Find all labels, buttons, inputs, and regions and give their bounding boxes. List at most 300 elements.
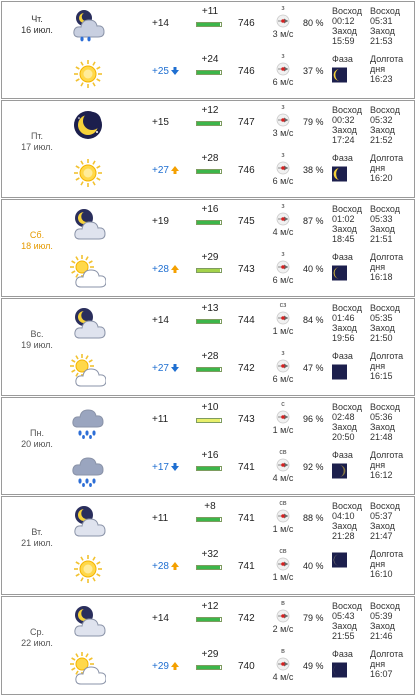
night-row: [2, 400, 414, 446]
astro-text: дня: [370, 163, 386, 173]
feels-like: [152, 315, 194, 326]
moon-phase-icon: [332, 264, 347, 282]
temperature-bar-fill: [197, 71, 220, 74]
pressure: 747: [238, 117, 255, 128]
temperature-bar: [196, 418, 222, 423]
wind-arrow-icon: [276, 509, 290, 523]
day-name: Вт.: [31, 527, 43, 537]
temperature: +10: [201, 402, 219, 413]
day-date: 19 июл.: [21, 340, 53, 350]
astro-text: Заход: [332, 125, 357, 135]
wind: [268, 499, 298, 534]
astro-text: 21:52: [370, 135, 393, 145]
temperature-bar-fill: [197, 122, 220, 125]
astro-text: Долгота: [370, 649, 404, 659]
day-name: Вс.: [30, 329, 44, 339]
astro-text: 21:48: [370, 432, 393, 442]
pressure: 740: [238, 661, 255, 672]
astro-text: Восход: [370, 402, 400, 412]
moon-phase-icon: [332, 462, 347, 480]
wind: [268, 151, 298, 186]
temperature: +24: [201, 54, 219, 65]
astro-text: 21:50: [370, 333, 393, 343]
wind: [268, 202, 298, 237]
astro-text: Долгота: [370, 252, 404, 262]
wind-direction: с: [281, 401, 285, 408]
wind-direction: в: [281, 648, 285, 655]
feels-value: +19: [152, 216, 169, 227]
astro-text: 19:56: [332, 333, 355, 343]
wind-speed: 4 м/с: [272, 473, 294, 483]
astro-col-left: [332, 204, 372, 244]
astro-text: 05:39: [370, 611, 393, 621]
pressure: 746: [238, 165, 255, 176]
temperature-bar-fill: [197, 23, 220, 26]
astro-text: 21:46: [370, 631, 393, 641]
temperature-bar: [196, 268, 222, 273]
day-name: Пн.: [30, 428, 44, 438]
temperature-bar: [196, 169, 222, 174]
wind-direction: св: [279, 500, 287, 507]
astro-text: дня: [370, 361, 386, 371]
pressure: 741: [238, 561, 255, 572]
temperature-bar: [196, 617, 222, 622]
humidity: 79 %: [303, 117, 324, 127]
astro-text: 05:32: [370, 115, 393, 125]
wind-speed: 6 м/с: [272, 275, 294, 285]
temperature-bar-fill: [197, 666, 220, 669]
astro-col-right: [370, 351, 410, 381]
moon-phase-icon: [332, 661, 347, 679]
sun-icon: [70, 57, 106, 91]
wind: [268, 349, 298, 384]
day-row: [2, 647, 414, 693]
moon-phase-icon: [332, 363, 347, 381]
cloud-moon-icon: [70, 207, 106, 241]
astro-text: 21:53: [370, 36, 393, 46]
astro-text: 00:32: [332, 115, 355, 125]
astro-text: 05:37: [370, 511, 393, 521]
astro-col-left: [332, 303, 372, 343]
temperature-bar-fill: [197, 320, 220, 323]
temperature-bar: [196, 665, 222, 670]
astro-text: дня: [370, 460, 386, 470]
astro-text: 16:12: [370, 470, 393, 480]
humidity: 92 %: [303, 462, 324, 472]
day-row: [2, 250, 414, 296]
astro-text: Восход: [332, 402, 362, 412]
temperature-bar: [196, 319, 222, 324]
wind-speed: 1 м/с: [272, 572, 294, 582]
day-block: [1, 397, 415, 495]
astro-text: Заход: [332, 224, 357, 234]
humidity: 88 %: [303, 513, 324, 523]
temperature: +28: [201, 351, 219, 362]
feels-value: +11: [152, 513, 169, 524]
astro-text: 01:02: [332, 214, 355, 224]
astro-text: Заход: [332, 323, 357, 333]
astro-text: 05:36: [370, 412, 393, 422]
astro-col-right: [370, 549, 410, 579]
humidity: 84 %: [303, 315, 324, 325]
astro-text: 16:15: [370, 371, 393, 381]
astro-text: 20:50: [332, 432, 355, 442]
temperature-bar-fill: [197, 518, 220, 521]
night-row: [2, 202, 414, 248]
day-row: [2, 52, 414, 98]
astro-text: Восход: [370, 6, 400, 16]
wind-arrow-icon: [276, 458, 290, 472]
pressure: 743: [238, 414, 255, 425]
humidity: 79 %: [303, 613, 324, 623]
astro-text: Фаза: [332, 252, 353, 262]
feels-like: [152, 462, 194, 473]
humidity: 87 %: [303, 216, 324, 226]
wind-speed: 6 м/с: [272, 176, 294, 186]
wind-direction: з: [281, 350, 285, 357]
feels-like: [152, 165, 194, 176]
temperature: +12: [201, 105, 219, 116]
wind-direction: з: [281, 203, 285, 210]
temperature-bar-fill: [197, 221, 220, 224]
wind-arrow-icon: [276, 311, 290, 325]
astro-text: 16:20: [370, 173, 393, 183]
pressure: 741: [238, 513, 255, 524]
feels-like: [152, 66, 194, 77]
astro-text: Восход: [370, 601, 400, 611]
wind-speed: 6 м/с: [272, 77, 294, 87]
astro-text: Фаза: [332, 351, 353, 361]
humidity: 40 %: [303, 561, 324, 571]
astro-text: Долгота: [370, 351, 404, 361]
feels-value: +27: [152, 363, 169, 374]
wind: [268, 400, 298, 435]
astro-text: Фаза: [332, 54, 353, 64]
wind: [268, 647, 298, 682]
astro-col-left: [332, 105, 372, 145]
temperature: +16: [201, 204, 219, 215]
humidity: 49 %: [303, 661, 324, 671]
astro-text: Фаза: [332, 450, 353, 460]
astro-col-right: [370, 54, 410, 84]
wind: [268, 250, 298, 285]
wind: [268, 103, 298, 138]
night-row: [2, 301, 414, 347]
astro-col-left: [332, 153, 372, 183]
arrow-up-icon: [169, 661, 179, 672]
humidity: 80 %: [303, 18, 324, 28]
pressure: 746: [238, 18, 255, 29]
astro-col-right: [370, 649, 410, 679]
feels-value: +14: [152, 613, 169, 624]
astro-text: Восход: [332, 6, 362, 16]
astro-text: Восход: [370, 303, 400, 313]
pressure: 743: [238, 264, 255, 275]
day-name: Ср.: [29, 627, 44, 637]
astro-col-right: [370, 252, 410, 282]
astro-text: 02:48: [332, 412, 355, 422]
wind: [268, 547, 298, 582]
temperature-bar-fill: [197, 269, 220, 272]
astro-text: Заход: [332, 521, 357, 531]
astro-text: 04:10: [332, 511, 355, 521]
feels-like: [152, 264, 194, 275]
astro-col-right: [370, 204, 410, 244]
astro-text: 21:47: [370, 531, 393, 541]
astro-text: Фаза: [332, 153, 353, 163]
sun-cloud-icon: [70, 652, 106, 686]
wind-speed: 6 м/с: [272, 374, 294, 384]
wind-direction: з: [281, 53, 285, 60]
arrow-up-icon: [169, 165, 179, 176]
day-row: [2, 448, 414, 494]
astro-text: Восход: [370, 501, 400, 511]
wind-direction: св: [279, 449, 287, 456]
arrow-up-icon: [169, 561, 179, 572]
night-row: [2, 499, 414, 545]
astro-col-left: [332, 601, 372, 641]
night-row: [2, 599, 414, 645]
astro-text: 16:07: [370, 669, 393, 679]
astro-col-left: [332, 549, 372, 569]
humidity: 96 %: [303, 414, 324, 424]
astro-col-right: [370, 6, 410, 46]
wind: [268, 448, 298, 483]
astro-text: 16:10: [370, 569, 393, 579]
astro-text: 00:12: [332, 16, 355, 26]
feels-value: +28: [152, 561, 169, 572]
feels-like: [152, 117, 194, 128]
temperature: +16: [201, 450, 219, 461]
temperature: +11: [201, 6, 219, 17]
wind-arrow-icon: [276, 113, 290, 127]
astro-text: Восход: [332, 501, 362, 511]
astro-text: 21:28: [332, 531, 355, 541]
night-row: [2, 103, 414, 149]
astro-text: Заход: [370, 26, 395, 36]
astro-text: 15:59: [332, 36, 355, 46]
feels-like: [152, 513, 194, 524]
astro-text: 01:46: [332, 313, 355, 323]
feels-value: +25: [152, 66, 169, 77]
feels-like: [152, 216, 194, 227]
temperature: +32: [201, 549, 219, 560]
astro-text: 21:55: [332, 631, 355, 641]
day-row: [2, 151, 414, 197]
wind-arrow-icon: [276, 212, 290, 226]
astro-col-right: [370, 402, 410, 442]
feels-like: [152, 363, 194, 374]
humidity: 38 %: [303, 165, 324, 175]
pressure: 745: [238, 216, 255, 227]
feels-like: [152, 661, 194, 672]
cloud-moon-icon: [70, 604, 106, 638]
astro-col-left: [332, 450, 372, 480]
wind-direction: сз: [279, 302, 287, 309]
pressure: 746: [238, 66, 255, 77]
astro-col-right: [370, 601, 410, 641]
astro-text: дня: [370, 262, 386, 272]
sun-cloud-icon: [70, 354, 106, 388]
astro-col-left: [332, 6, 372, 46]
feels-value: +14: [152, 18, 169, 29]
astro-col-right: [370, 153, 410, 183]
cloud-moon-icon: [70, 504, 106, 538]
wind: [268, 4, 298, 39]
pressure: 742: [238, 363, 255, 374]
astro-col-left: [332, 252, 372, 282]
wind-direction: з: [281, 152, 285, 159]
sun-icon: [70, 552, 106, 586]
temperature-bar-fill: [197, 170, 220, 173]
astro-text: Заход: [370, 422, 395, 432]
astro-text: 05:31: [370, 16, 393, 26]
astro-text: Долгота: [370, 54, 404, 64]
day-name: Сб.: [29, 230, 45, 240]
astro-col-right: [370, 450, 410, 480]
astro-text: Заход: [370, 323, 395, 333]
wind-arrow-icon: [276, 609, 290, 623]
feels-like: [152, 18, 194, 29]
humidity: 40 %: [303, 264, 324, 274]
moon-icon: [70, 108, 106, 142]
temperature: +29: [201, 649, 219, 660]
temperature-bar: [196, 517, 222, 522]
moon-phase-icon: [332, 551, 347, 569]
temperature-bar: [196, 466, 222, 471]
astro-text: 05:33: [370, 214, 393, 224]
day-date: 17 июл.: [21, 142, 53, 152]
pressure: 744: [238, 315, 255, 326]
astro-text: Заход: [370, 521, 395, 531]
arrow-down-icon: [169, 363, 179, 374]
wind-direction: з: [281, 104, 285, 111]
astro-col-left: [332, 649, 372, 679]
wind: [268, 599, 298, 634]
temperature-bar: [196, 367, 222, 372]
moon-phase-icon: [332, 66, 347, 84]
wind: [268, 301, 298, 336]
temperature: +28: [201, 153, 219, 164]
wind-arrow-icon: [276, 557, 290, 571]
wind-speed: 1 м/с: [272, 326, 294, 336]
day-block: [1, 596, 415, 695]
wind-arrow-icon: [276, 260, 290, 274]
wind-arrow-icon: [276, 62, 290, 76]
day-date: 20 июл.: [21, 439, 53, 449]
astro-text: Заход: [370, 224, 395, 234]
astro-text: Заход: [332, 422, 357, 432]
day-block: [1, 1, 415, 99]
astro-text: Долгота: [370, 450, 404, 460]
day-block: [1, 100, 415, 198]
astro-col-left: [332, 402, 372, 442]
wind-speed: 4 м/с: [272, 672, 294, 682]
astro-col-right: [370, 501, 410, 541]
astro-col-left: [332, 351, 372, 381]
astro-text: Восход: [332, 204, 362, 214]
temperature: +8: [204, 501, 216, 512]
day-row: [2, 349, 414, 395]
sun-icon: [70, 156, 106, 190]
astro-text: Восход: [332, 105, 362, 115]
wind-speed: 3 м/с: [272, 29, 294, 39]
temperature-bar: [196, 565, 222, 570]
pressure: 741: [238, 462, 255, 473]
rain-cloud-icon: [70, 405, 106, 439]
arrow-up-icon: [169, 264, 179, 275]
temperature-bar: [196, 220, 222, 225]
day-block: [1, 199, 415, 297]
pressure: 742: [238, 613, 255, 624]
day-date: 16 июл.: [21, 25, 53, 35]
wind-speed: 4 м/с: [272, 227, 294, 237]
astro-text: Долгота: [370, 549, 404, 559]
day-date: 22 июл.: [21, 638, 53, 648]
wind-speed: 3 м/с: [272, 128, 294, 138]
moon-phase-icon: [332, 165, 347, 183]
wind-direction: з: [281, 5, 285, 12]
temperature-bar: [196, 121, 222, 126]
day-name: Чт.: [31, 14, 43, 24]
wind-speed: 1 м/с: [272, 425, 294, 435]
sun-cloud-icon: [70, 255, 106, 289]
temperature-bar: [196, 70, 222, 75]
astro-text: Восход: [370, 204, 400, 214]
night-row: [2, 4, 414, 50]
astro-col-right: [370, 303, 410, 343]
feels-value: +15: [152, 117, 169, 128]
day-date: 18 июл.: [21, 241, 53, 251]
arrow-down-icon: [169, 66, 179, 77]
astro-text: 21:51: [370, 234, 393, 244]
astro-text: дня: [370, 64, 386, 74]
astro-col-left: [332, 501, 372, 541]
astro-col-left: [332, 54, 372, 84]
cloud-moon-rain-icon: [70, 9, 106, 43]
astro-text: Долгота: [370, 153, 404, 163]
astro-text: Фаза: [332, 649, 353, 659]
astro-text: 17:24: [332, 135, 355, 145]
wind-arrow-icon: [276, 161, 290, 175]
astro-text: Заход: [370, 621, 395, 631]
temperature-bar: [196, 22, 222, 27]
feels-value: +11: [152, 414, 169, 425]
arrow-down-icon: [169, 462, 179, 473]
feels-value: +27: [152, 165, 169, 176]
feels-value: +28: [152, 264, 169, 275]
temperature-bar-fill: [197, 368, 220, 371]
wind-direction: з: [281, 251, 285, 258]
feels-value: +29: [152, 661, 169, 672]
temperature-bar-fill: [197, 467, 220, 470]
wind-direction: св: [279, 548, 287, 555]
feels-value: +14: [152, 315, 169, 326]
day-row: [2, 547, 414, 593]
astro-text: 16:18: [370, 272, 393, 282]
feels-value: +17: [152, 462, 169, 473]
astro-text: дня: [370, 559, 386, 569]
cloud-moon-icon: [70, 306, 106, 340]
day-date: 21 июл.: [21, 538, 53, 548]
temperature-bar-fill: [197, 618, 220, 621]
astro-text: дня: [370, 659, 386, 669]
wind-speed: 1 м/с: [272, 524, 294, 534]
astro-text: 18:45: [332, 234, 355, 244]
temperature: +29: [201, 252, 219, 263]
wind-speed: 2 м/с: [272, 624, 294, 634]
temperature-bar-fill: [197, 419, 220, 422]
